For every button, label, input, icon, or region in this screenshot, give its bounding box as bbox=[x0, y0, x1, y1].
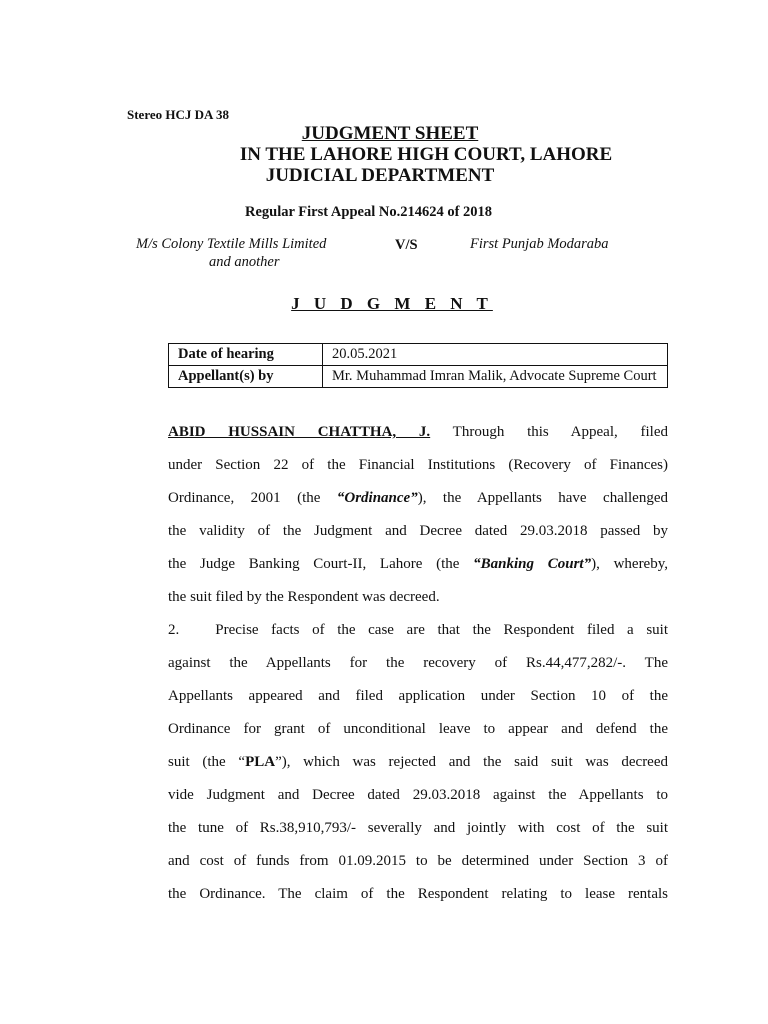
hearing-info-table bbox=[168, 343, 668, 388]
judgment-heading: J U D G M E N T bbox=[291, 294, 493, 313]
table-label: Appellant(s) by bbox=[169, 366, 323, 388]
body-text: ”), which was rejected and the said suit was decreed bbox=[275, 754, 668, 770]
body-line: against the Appellants for the recovery of Rs.44,477,282/-. The bbox=[168, 655, 668, 671]
body-text: suit (the “ bbox=[168, 754, 246, 770]
body-line: the tune of Rs.38,910,793/- severally and jointly with cost of the suit bbox=[168, 820, 668, 836]
body-text: the Judge Banking Court-II, Lahore (the bbox=[168, 556, 474, 572]
table-label: Date of hearing bbox=[169, 344, 323, 366]
appellant-name: M/s Colony Textile Mills Limited bbox=[136, 236, 327, 252]
respondent-name: First Punjab Modaraba bbox=[470, 236, 609, 252]
appeal-number: Regular First Appeal No.214624 of 2018 bbox=[245, 204, 493, 220]
title-judgment-sheet: JUDGMENT SHEET bbox=[301, 123, 479, 144]
body-line bbox=[168, 622, 668, 639]
defined-term-ordinance: “Ordinance” bbox=[336, 490, 418, 506]
title-department: JUDICIAL DEPARTMENT bbox=[265, 165, 495, 186]
body-line: Ordinance for grant of unconditional leave to appear and defend the bbox=[168, 721, 668, 737]
appellant-name-cont: and another bbox=[209, 254, 280, 270]
body-text: ), the Appellants have challenged bbox=[417, 490, 668, 506]
body-line bbox=[168, 754, 668, 771]
body-line bbox=[168, 490, 668, 507]
body-text: Precise facts of the case are that the Respondent filed a suit bbox=[215, 622, 668, 638]
defined-term-pla: PLA bbox=[245, 754, 276, 770]
body-line: vide Judgment and Decree dated 29.03.2018 against the Appellants to bbox=[168, 787, 668, 803]
body-line: the validity of the Judgment and Decree dated 29.03.2018 passed by bbox=[168, 523, 668, 539]
table-value: Mr. Muhammad Imran Malik, Advocate Supreme Court bbox=[323, 366, 668, 388]
body-line: Appellants appeared and filed application under Section 10 of the bbox=[168, 688, 668, 704]
table-row bbox=[169, 366, 668, 388]
stereo-code: Stereo HCJ DA 38 bbox=[127, 107, 229, 122]
paragraph-number: 2. bbox=[168, 622, 180, 638]
defined-term-banking-court: “Banking Court” bbox=[473, 556, 592, 572]
body-line bbox=[168, 424, 668, 441]
body-line: and cost of funds from 01.09.2015 to be determined under Section 3 of bbox=[168, 853, 668, 869]
body-line bbox=[168, 556, 668, 573]
table-row bbox=[169, 344, 668, 366]
body-text: Through this Appeal, filed bbox=[452, 424, 668, 440]
body-line: the suit filed by the Respondent was decreed. bbox=[168, 589, 440, 605]
body-line: under Section 22 of the Financial Institutions (Recovery of Finances) bbox=[168, 457, 668, 473]
table-value: 20.05.2021 bbox=[323, 344, 668, 366]
judge-name: ABID HUSSAIN CHATTHA, J. bbox=[168, 424, 431, 440]
body-text: ), whereby, bbox=[591, 556, 668, 572]
body-line: the Ordinance. The claim of the Respondent relating to lease rentals bbox=[168, 886, 668, 902]
title-court: IN THE LAHORE HIGH COURT, LAHORE bbox=[239, 144, 613, 165]
body-text: Ordinance, 2001 (the bbox=[168, 490, 337, 506]
versus-label: V/S bbox=[395, 237, 418, 253]
